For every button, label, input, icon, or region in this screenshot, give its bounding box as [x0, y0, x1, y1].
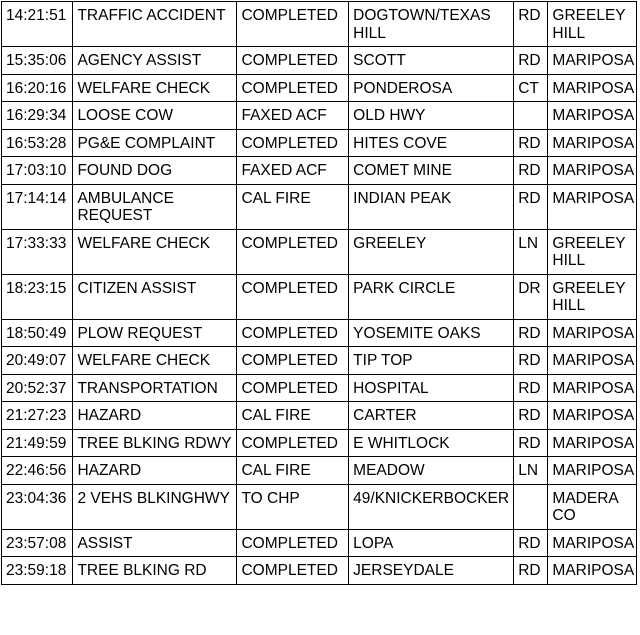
table-row — [2, 529, 637, 557]
call-type-cell: WELFARE CHECK — [73, 347, 237, 375]
city-cell: GREELEY HILL — [548, 2, 637, 47]
table-row — [2, 429, 637, 457]
time-cell: 23:04:36 — [2, 484, 73, 529]
street-suffix-cell: RD — [514, 402, 548, 430]
status-cell: COMPLETED — [237, 229, 349, 274]
city-cell: MARIPOSA — [548, 402, 637, 430]
location-cell: HITES COVE — [349, 129, 514, 157]
location-cell: YOSEMITE OAKS — [349, 319, 514, 347]
time-cell: 16:53:28 — [2, 129, 73, 157]
street-suffix-cell: RD — [514, 157, 548, 185]
city-cell: GREELEY HILL — [548, 229, 637, 274]
table-row — [2, 557, 637, 585]
call-type-cell: HAZARD — [73, 457, 237, 485]
location-cell: OLD HWY — [349, 102, 514, 130]
table-row — [2, 484, 637, 529]
location-cell: DOGTOWN/TEXAS HILL — [349, 2, 514, 47]
street-suffix-cell: RD — [514, 47, 548, 75]
city-cell: GREELEY HILL — [548, 274, 637, 319]
status-cell: COMPLETED — [237, 374, 349, 402]
call-type-cell: PG&E COMPLAINT — [73, 129, 237, 157]
call-type-cell: LOOSE COW — [73, 102, 237, 130]
street-suffix-cell: RD — [514, 557, 548, 585]
time-cell: 23:59:18 — [2, 557, 73, 585]
status-cell: FAXED ACF — [237, 102, 349, 130]
table-row — [2, 457, 637, 485]
call-type-cell: TREE BLKING RDWY — [73, 429, 237, 457]
call-type-cell: WELFARE CHECK — [73, 229, 237, 274]
time-cell: 17:03:10 — [2, 157, 73, 185]
call-type-cell: WELFARE CHECK — [73, 74, 237, 102]
street-suffix-cell: DR — [514, 274, 548, 319]
table-row — [2, 47, 637, 75]
status-cell: CAL FIRE — [237, 457, 349, 485]
call-type-cell: AMBULANCE REQUEST — [73, 184, 237, 229]
location-cell: INDIAN PEAK — [349, 184, 514, 229]
status-cell: COMPLETED — [237, 129, 349, 157]
location-cell: HOSPITAL — [349, 374, 514, 402]
time-cell: 17:33:33 — [2, 229, 73, 274]
table-row — [2, 157, 637, 185]
location-cell: PARK CIRCLE — [349, 274, 514, 319]
location-cell: SCOTT — [349, 47, 514, 75]
city-cell: MARIPOSA — [548, 347, 637, 375]
location-cell: PONDEROSA — [349, 74, 514, 102]
street-suffix-cell: RD — [514, 347, 548, 375]
call-type-cell: TRANSPORTATION — [73, 374, 237, 402]
street-suffix-cell: LN — [514, 229, 548, 274]
status-cell: TO CHP — [237, 484, 349, 529]
time-cell: 21:49:59 — [2, 429, 73, 457]
city-cell: MARIPOSA — [548, 457, 637, 485]
city-cell: MARIPOSA — [548, 129, 637, 157]
table-row — [2, 2, 637, 47]
time-cell: 18:50:49 — [2, 319, 73, 347]
location-cell: TIP TOP — [349, 347, 514, 375]
time-cell: 20:49:07 — [2, 347, 73, 375]
call-type-cell: 2 VEHS BLKINGHWY — [73, 484, 237, 529]
status-cell: FAXED ACF — [237, 157, 349, 185]
call-type-cell: FOUND DOG — [73, 157, 237, 185]
street-suffix-cell: LN — [514, 457, 548, 485]
status-cell: COMPLETED — [237, 47, 349, 75]
time-cell: 16:20:16 — [2, 74, 73, 102]
street-suffix-cell: RD — [514, 529, 548, 557]
status-cell: COMPLETED — [237, 319, 349, 347]
status-cell: CAL FIRE — [237, 402, 349, 430]
time-cell: 18:23:15 — [2, 274, 73, 319]
street-suffix-cell: CT — [514, 74, 548, 102]
status-cell: CAL FIRE — [237, 184, 349, 229]
street-suffix-cell: RD — [514, 374, 548, 402]
table-row — [2, 347, 637, 375]
status-cell: COMPLETED — [237, 347, 349, 375]
table-row — [2, 102, 637, 130]
call-type-cell: TREE BLKING RD — [73, 557, 237, 585]
city-cell: MARIPOSA — [548, 157, 637, 185]
table-row — [2, 319, 637, 347]
location-cell: MEADOW — [349, 457, 514, 485]
table-row — [2, 274, 637, 319]
call-type-cell: PLOW REQUEST — [73, 319, 237, 347]
city-cell: MARIPOSA — [548, 102, 637, 130]
location-cell: GREELEY — [349, 229, 514, 274]
table-row — [2, 129, 637, 157]
status-cell: COMPLETED — [237, 74, 349, 102]
location-cell: 49/KNICKERBOCKER — [349, 484, 514, 529]
location-cell: LOPA — [349, 529, 514, 557]
call-type-cell: ASSIST — [73, 529, 237, 557]
dispatch-log-table — [1, 1, 637, 585]
call-type-cell: TRAFFIC ACCIDENT — [73, 2, 237, 47]
status-cell: COMPLETED — [237, 2, 349, 47]
time-cell: 16:29:34 — [2, 102, 73, 130]
time-cell: 21:27:23 — [2, 402, 73, 430]
city-cell: MARIPOSA — [548, 557, 637, 585]
location-cell: E WHITLOCK — [349, 429, 514, 457]
city-cell: MARIPOSA — [548, 184, 637, 229]
street-suffix-cell: RD — [514, 184, 548, 229]
street-suffix-cell: RD — [514, 429, 548, 457]
city-cell: MARIPOSA — [548, 74, 637, 102]
location-cell: JERSEYDALE — [349, 557, 514, 585]
call-type-cell: CITIZEN ASSIST — [73, 274, 237, 319]
location-cell: COMET MINE — [349, 157, 514, 185]
time-cell: 20:52:37 — [2, 374, 73, 402]
city-cell: MARIPOSA — [548, 319, 637, 347]
city-cell: MARIPOSA — [548, 429, 637, 457]
time-cell: 22:46:56 — [2, 457, 73, 485]
city-cell: MARIPOSA — [548, 374, 637, 402]
table-row — [2, 374, 637, 402]
table-row — [2, 229, 637, 274]
street-suffix-cell — [514, 102, 548, 130]
status-cell: COMPLETED — [237, 557, 349, 585]
call-type-cell: AGENCY ASSIST — [73, 47, 237, 75]
street-suffix-cell: RD — [514, 2, 548, 47]
location-cell: CARTER — [349, 402, 514, 430]
table-row — [2, 74, 637, 102]
status-cell: COMPLETED — [237, 274, 349, 319]
status-cell: COMPLETED — [237, 429, 349, 457]
time-cell: 14:21:51 — [2, 2, 73, 47]
table-row — [2, 402, 637, 430]
table-row — [2, 184, 637, 229]
time-cell: 17:14:14 — [2, 184, 73, 229]
time-cell: 15:35:06 — [2, 47, 73, 75]
city-cell: MADERA CO — [548, 484, 637, 529]
street-suffix-cell: RD — [514, 319, 548, 347]
street-suffix-cell: RD — [514, 129, 548, 157]
street-suffix-cell — [514, 484, 548, 529]
status-cell: COMPLETED — [237, 529, 349, 557]
call-type-cell: HAZARD — [73, 402, 237, 430]
city-cell: MARIPOSA — [548, 47, 637, 75]
city-cell: MARIPOSA — [548, 529, 637, 557]
time-cell: 23:57:08 — [2, 529, 73, 557]
